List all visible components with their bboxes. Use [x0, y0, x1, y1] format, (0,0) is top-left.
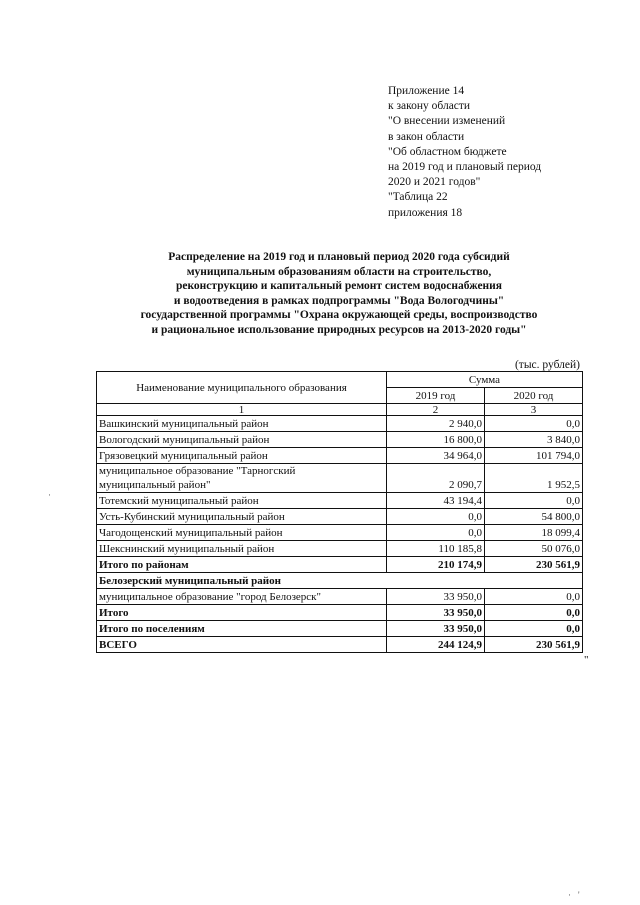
table-row: [97, 416, 583, 432]
title-line: муниципальным образованиям области на строительство,: [186, 265, 492, 278]
total-districts-row: [97, 557, 583, 573]
table-row: [97, 541, 583, 557]
row-name: Грязовецкий муниципальный район: [97, 448, 387, 464]
table-row: [97, 509, 583, 525]
table-header-row: [97, 372, 583, 388]
row-value-2019: 110 185,8: [387, 541, 485, 557]
grand-total-row: [97, 637, 583, 653]
title-line: и рациональное использование природных ресурсов на 2013-2020 годы": [151, 323, 527, 336]
row-value-2020: 0,0: [485, 416, 583, 432]
row-value-2019: 33 950,0: [387, 621, 485, 637]
row-name: Шекснинский муниципальный район: [97, 541, 387, 557]
row-value-2019: 33 950,0: [387, 605, 485, 621]
row-value-2020: 18 099,4: [485, 525, 583, 541]
table-row: [97, 464, 583, 493]
header-name: Наименование муниципального образования: [97, 372, 387, 404]
annex-reference: [388, 84, 541, 221]
row-value-2019: 33 950,0: [387, 589, 485, 605]
row-name: Тотемский муниципальный район: [97, 493, 387, 509]
table-row: [97, 493, 583, 509]
title-line: и водоотведения в рамках подпрограммы "Вода Вологодчины": [173, 294, 505, 307]
row-value-2020: 101 794,0: [485, 448, 583, 464]
table-row: [97, 589, 583, 605]
row-value-2019: 0,0: [387, 525, 485, 541]
title-line: Распределение на 2019 год и плановый период 2020 года субсидий: [168, 251, 510, 263]
row-name: Вологодский муниципальный район: [97, 432, 387, 448]
row-value-2020: 3 840,0: [485, 432, 583, 448]
row-value-2020: 54 800,0: [485, 509, 583, 525]
row-name: муниципальное образование "город Белозерск": [97, 589, 387, 605]
col-number-1: 1: [97, 404, 387, 416]
header-year-2020: 2020 год: [485, 388, 583, 404]
scan-artifact-mark: ': [578, 890, 580, 900]
annex-line: "Таблица 22: [388, 191, 448, 204]
row-value-2019: 43 194,4: [387, 493, 485, 509]
table-row: [97, 432, 583, 448]
title-line: реконструкцию и капитальный ремонт систем водоснабжения: [175, 280, 503, 293]
column-number-row: [97, 404, 583, 416]
row-value-2020: 50 076,0: [485, 541, 583, 557]
row-name-line: муниципальное образование "Тарногский: [99, 465, 296, 477]
row-name: Итого по районам: [97, 557, 387, 573]
header-sum: Сумма: [387, 372, 583, 388]
document-title: [96, 250, 582, 338]
row-name: Итого по поселениям: [97, 621, 387, 637]
title-line: государственной программы "Охрана окружающей среды, воспроизводство: [140, 309, 538, 322]
annex-line: в закон области: [388, 130, 465, 143]
row-value-2020: 0,0: [485, 589, 583, 605]
row-value-2019: 2 090,7: [387, 464, 485, 493]
row-name: Усть-Кубинский муниципальный район: [97, 509, 387, 525]
annex-line: к закону области: [388, 100, 471, 113]
row-value-2019: 2 940,0: [387, 416, 485, 432]
table-row: [97, 525, 583, 541]
annex-line: на 2019 год и плановый период: [388, 161, 542, 174]
subsidy-table: [96, 371, 583, 653]
annex-line: "О внесении изменений: [388, 115, 506, 128]
table-row: [97, 448, 583, 464]
scan-artifact-mark: ·: [48, 490, 51, 500]
row-name: Вашкинский муниципальный район: [97, 416, 387, 432]
row-value-2020: 230 561,9: [485, 637, 583, 653]
row-name: Чагодощенский муниципальный район: [97, 525, 387, 541]
total-settlements-row: [97, 621, 583, 637]
section-header-row: [97, 573, 583, 589]
row-value-2020: 230 561,9: [485, 557, 583, 573]
row-name-line: муниципальный район": [99, 479, 211, 491]
section-belozersk: Белозерский муниципальный район: [97, 573, 583, 589]
annex-line: 2020 и 2021 годов": [388, 176, 481, 189]
scan-artifact-mark: ·: [568, 890, 571, 900]
col-number-2: 2: [387, 404, 485, 416]
row-value-2020: 0,0: [485, 605, 583, 621]
row-value-2019: 0,0: [387, 509, 485, 525]
row-value-2019: 34 964,0: [387, 448, 485, 464]
annex-line: Приложение 14: [388, 85, 465, 97]
row-value-2020: 1 952,5: [485, 464, 583, 493]
row-value-2020: 0,0: [485, 621, 583, 637]
annex-line: "Об областном бюджете: [388, 145, 507, 158]
annex-line: приложения 18: [388, 206, 463, 219]
row-value-2019: 244 124,9: [387, 637, 485, 653]
header-year-2019: 2019 год: [387, 388, 485, 404]
unit-label: (тыс. рублей): [514, 359, 580, 371]
row-name: ВСЕГО: [97, 637, 387, 653]
row-value-2019: 16 800,0: [387, 432, 485, 448]
row-name: Итого: [97, 605, 387, 621]
row-value-2020: 0,0: [485, 493, 583, 509]
col-number-3: 3: [485, 404, 583, 416]
subtotal-row: [97, 605, 583, 621]
row-name-multiline: [97, 464, 387, 493]
closing-quote: ": [584, 654, 589, 666]
row-value-2019: 210 174,9: [387, 557, 485, 573]
